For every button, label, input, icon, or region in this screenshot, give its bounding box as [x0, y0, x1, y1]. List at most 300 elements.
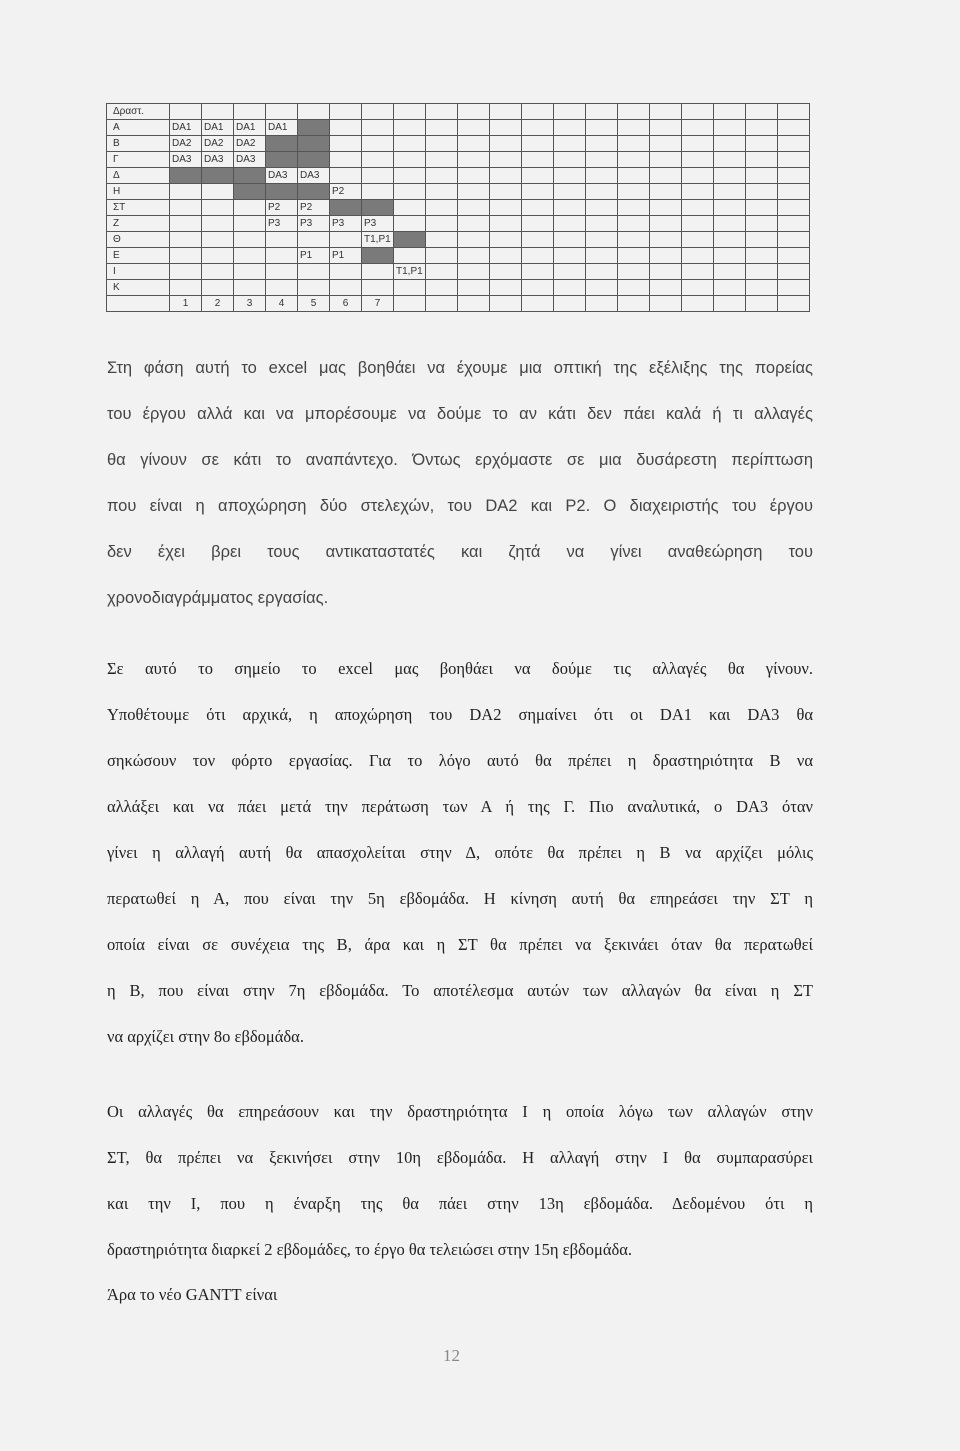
- gantt-row: [107, 280, 810, 296]
- gantt-cell: [714, 104, 746, 120]
- gantt-bar-cell: [266, 136, 298, 152]
- page-number: 12: [443, 1346, 460, 1365]
- gantt-cell: [426, 264, 458, 280]
- gantt-cell: [362, 264, 394, 280]
- gantt-cell: P2: [266, 200, 298, 216]
- gantt-row-label: ΣΤ: [107, 200, 170, 216]
- gantt-cell: [682, 248, 714, 264]
- gantt-cell: [490, 280, 522, 296]
- text-line: του έργου αλλά και να μπορέσουμε να δούμε το αν κάτι δεν πάει καλά ή τι αλλαγές: [107, 405, 813, 423]
- gantt-cell: [586, 232, 618, 248]
- gantt-cell: [234, 216, 266, 232]
- text-line: αλλάξει και να πάει μετά την περάτωση των Α ή της Γ. Πιο αναλυτικά, ο DA3 όταν: [107, 797, 813, 816]
- gantt-cell: [586, 200, 618, 216]
- gantt-cell: [394, 168, 426, 184]
- gantt-cell: P3: [362, 216, 394, 232]
- gantt-header-row: [107, 104, 810, 120]
- gantt-row-label: E: [107, 248, 170, 264]
- gantt-cell: [714, 200, 746, 216]
- gantt-cell: [618, 216, 650, 232]
- gantt-cell: [586, 296, 618, 312]
- gantt-row: [107, 248, 810, 264]
- paragraph-new-gantt: [107, 1272, 813, 1318]
- gantt-bar-cell: [298, 184, 330, 200]
- gantt-row-label: A: [107, 120, 170, 136]
- gantt-cell: [522, 264, 554, 280]
- gantt-cell: [778, 264, 810, 280]
- gantt-chart-table: [106, 103, 810, 312]
- gantt-cell: [778, 184, 810, 200]
- gantt-cell: [554, 152, 586, 168]
- gantt-cell: [778, 296, 810, 312]
- gantt-cell: P3: [298, 216, 330, 232]
- gantt-cell: [266, 248, 298, 264]
- gantt-row: [107, 184, 810, 200]
- gantt-week-number: 6: [330, 296, 362, 312]
- text-line: Στη φάση αυτή το excel μας βοηθάει να έχουμε μια οπτική της εξέλιξης της πορείας: [107, 359, 813, 377]
- gantt-cell: [522, 232, 554, 248]
- text-line: γίνει η αλλαγή αυτή θα απασχολείται στην Δ, οπότε θα πρέπει η Β να αρχίζει μόλις: [107, 843, 813, 862]
- gantt-cell: P1: [330, 248, 362, 264]
- gantt-cell: [458, 104, 490, 120]
- paragraph-effects: [107, 1089, 813, 1273]
- gantt-cell: [266, 104, 298, 120]
- gantt-bar-cell: [202, 168, 234, 184]
- gantt-cell: [458, 120, 490, 136]
- gantt-cell: DA3: [170, 152, 202, 168]
- text-line: σηκώσουν τον φόρτο εργασίας. Για το λόγο αυτό θα πρέπει η δραστηριότητα Β να: [107, 751, 813, 770]
- gantt-cell: [394, 216, 426, 232]
- gantt-cell: [554, 216, 586, 232]
- text-line: και την Ι, που η έναρξη της θα πάει στην 13η εβδομάδα. Δεδομένου ότι η: [107, 1194, 813, 1213]
- gantt-cell: [586, 280, 618, 296]
- gantt-cell: [426, 232, 458, 248]
- gantt-cell: [682, 104, 714, 120]
- gantt-cell: [394, 280, 426, 296]
- gantt-cell: DA2: [202, 136, 234, 152]
- gantt-cell: [394, 184, 426, 200]
- gantt-bar-cell: [266, 184, 298, 200]
- gantt-week-number: 3: [234, 296, 266, 312]
- gantt-cell: [746, 184, 778, 200]
- gantt-bar-cell: [394, 232, 426, 248]
- gantt-cell: [650, 120, 682, 136]
- gantt-cell: [522, 136, 554, 152]
- gantt-cell: [330, 104, 362, 120]
- gantt-cell: [170, 232, 202, 248]
- gantt-cell: [202, 264, 234, 280]
- gantt-cell: [202, 248, 234, 264]
- gantt-cell: [618, 296, 650, 312]
- gantt-cell: [650, 104, 682, 120]
- gantt-cell: [618, 136, 650, 152]
- gantt-cell: [682, 296, 714, 312]
- gantt-cell: [554, 280, 586, 296]
- gantt-cell: [458, 296, 490, 312]
- gantt-row: [107, 120, 810, 136]
- gantt-cell: [714, 184, 746, 200]
- gantt-cell: [234, 264, 266, 280]
- gantt-cell: [682, 184, 714, 200]
- gantt-cell: DA1: [266, 120, 298, 136]
- gantt-cell: [522, 152, 554, 168]
- gantt-cell: DA3: [266, 168, 298, 184]
- gantt-week-number: 7: [362, 296, 394, 312]
- gantt-cell: [170, 280, 202, 296]
- gantt-cell: DA3: [298, 168, 330, 184]
- new-gantt-text: Άρα το νέο GANTT είναι: [107, 1285, 278, 1304]
- text-line: οποία είναι σε συνέχεια της Β, άρα και η ΣΤ θα πρέπει να ξεκινάει όταν θα περατωθεί: [107, 935, 813, 954]
- gantt-bar-cell: [234, 184, 266, 200]
- gantt-week-number: 5: [298, 296, 330, 312]
- gantt-cell: [330, 136, 362, 152]
- gantt-cell: [234, 232, 266, 248]
- gantt-cell: [714, 216, 746, 232]
- gantt-cell: [490, 264, 522, 280]
- gantt-cell: [650, 232, 682, 248]
- gantt-cell: [650, 264, 682, 280]
- text-line: περατωθεί η Α, που είναι την 5η εβδομάδα. Η κίνηση αυτή θα επηρεάσει την ΣΤ η: [107, 889, 813, 908]
- gantt-week-number: 1: [170, 296, 202, 312]
- text-line: δραστηριότητα διαρκεί 2 εβδομάδες, το έργο θα τελειώσει στην 15η εβδομάδα.: [107, 1240, 633, 1259]
- gantt-cell: [490, 152, 522, 168]
- gantt-cell: [682, 168, 714, 184]
- gantt-bar-cell: [298, 136, 330, 152]
- gantt-cell: [426, 104, 458, 120]
- gantt-header-label: Δραστ.: [107, 104, 170, 120]
- gantt-cell: [778, 120, 810, 136]
- gantt-cell: [394, 136, 426, 152]
- gantt-cell: [490, 232, 522, 248]
- gantt-cell: [618, 120, 650, 136]
- gantt-cell: [778, 232, 810, 248]
- gantt-cell: [522, 184, 554, 200]
- gantt-cell: DA2: [234, 136, 266, 152]
- gantt-cell: [426, 152, 458, 168]
- gantt-cell: [554, 200, 586, 216]
- gantt-row: [107, 264, 810, 280]
- gantt-cell: [202, 200, 234, 216]
- gantt-cell: [586, 136, 618, 152]
- gantt-row-label: Δ: [107, 168, 170, 184]
- gantt-cell: [426, 296, 458, 312]
- gantt-cell: [586, 216, 618, 232]
- gantt-week-number: 4: [266, 296, 298, 312]
- gantt-cell: [170, 184, 202, 200]
- gantt-cell: [522, 168, 554, 184]
- gantt-cell: [362, 184, 394, 200]
- paragraph-changes: [107, 646, 813, 1060]
- gantt-cell: [394, 200, 426, 216]
- gantt-cell: [330, 232, 362, 248]
- gantt-cell: [650, 216, 682, 232]
- gantt-cell: [490, 136, 522, 152]
- gantt-cell: [426, 280, 458, 296]
- gantt-cell: [554, 296, 586, 312]
- gantt-cell: [458, 216, 490, 232]
- gantt-cell: T1,P1: [394, 264, 426, 280]
- gantt-cell: DA1: [234, 120, 266, 136]
- gantt-row: [107, 168, 810, 184]
- gantt-cell: T1,P1: [362, 232, 394, 248]
- gantt-cell: [554, 184, 586, 200]
- gantt-bar-cell: [362, 248, 394, 264]
- gantt-cell: [202, 184, 234, 200]
- gantt-cell: [298, 264, 330, 280]
- gantt-cell: [522, 104, 554, 120]
- gantt-cell: [426, 184, 458, 200]
- gantt-cell: P3: [330, 216, 362, 232]
- gantt-cell: [522, 216, 554, 232]
- gantt-cell: [202, 104, 234, 120]
- text-line: Υποθέτουμε ότι αρχικά, η αποχώρηση του DA2 σημαίνει ότι οι DA1 και DA3 θα: [107, 705, 813, 724]
- gantt-cell: [202, 280, 234, 296]
- gantt-row-label: Θ: [107, 232, 170, 248]
- gantt-cell: [746, 136, 778, 152]
- gantt-cell: [778, 168, 810, 184]
- gantt-cell: [362, 152, 394, 168]
- gantt-cell: [618, 152, 650, 168]
- gantt-cell: [458, 232, 490, 248]
- gantt-cell: [554, 168, 586, 184]
- gantt-cell: [234, 248, 266, 264]
- gantt-cell: [426, 216, 458, 232]
- gantt-cell: [714, 120, 746, 136]
- gantt-cell: [586, 168, 618, 184]
- gantt-cell: [746, 168, 778, 184]
- gantt-cell: [426, 200, 458, 216]
- gantt-cell: [618, 280, 650, 296]
- gantt-cell: [682, 120, 714, 136]
- gantt-cell: [522, 200, 554, 216]
- gantt-cell: [234, 104, 266, 120]
- gantt-cell: [266, 280, 298, 296]
- gantt-bar-cell: [170, 168, 202, 184]
- gantt-cell: [778, 104, 810, 120]
- gantt-cell: [682, 152, 714, 168]
- gantt-cell: [682, 264, 714, 280]
- gantt-cell: [682, 136, 714, 152]
- gantt-cell: [618, 248, 650, 264]
- gantt-cell: [458, 248, 490, 264]
- gantt-cell: [426, 120, 458, 136]
- gantt-cell: DA2: [170, 136, 202, 152]
- gantt-cell: [618, 232, 650, 248]
- gantt-cell: [778, 200, 810, 216]
- gantt-row-label: Z: [107, 216, 170, 232]
- gantt-cell: [362, 104, 394, 120]
- gantt-cell: [746, 232, 778, 248]
- gantt-cell: [170, 264, 202, 280]
- gantt-cell: [170, 104, 202, 120]
- gantt-cell: [714, 152, 746, 168]
- gantt-cell: [458, 184, 490, 200]
- gantt-cell: [458, 152, 490, 168]
- gantt-cell: [394, 152, 426, 168]
- gantt-cell: [650, 248, 682, 264]
- gantt-cell: [170, 216, 202, 232]
- gantt-cell: [394, 248, 426, 264]
- gantt-bar-cell: [330, 200, 362, 216]
- gantt-cell: [778, 152, 810, 168]
- gantt-cell: [266, 264, 298, 280]
- gantt-cell: P2: [330, 184, 362, 200]
- gantt-bar-cell: [362, 200, 394, 216]
- gantt-cell: [490, 296, 522, 312]
- gantt-row-label: I: [107, 264, 170, 280]
- gantt-cell: [522, 280, 554, 296]
- gantt-cell: [618, 104, 650, 120]
- gantt-cell: [650, 200, 682, 216]
- gantt-cell: [714, 232, 746, 248]
- gantt-bar-cell: [298, 152, 330, 168]
- text-line: να αρχίζει στην 8ο εβδομάδα.: [107, 1027, 304, 1046]
- gantt-cell: [458, 280, 490, 296]
- gantt-cell: [458, 136, 490, 152]
- gantt-cell: [714, 168, 746, 184]
- gantt-cell: [202, 216, 234, 232]
- gantt-cell: [650, 184, 682, 200]
- gantt-cell: DA1: [202, 120, 234, 136]
- gantt-cell: [682, 216, 714, 232]
- gantt-cell: [746, 152, 778, 168]
- text-line: δεν έχει βρει τους αντικαταστατές και ζητά να γίνει αναθεώρηση του: [107, 543, 813, 561]
- gantt-cell: P1: [298, 248, 330, 264]
- gantt-cell: [490, 248, 522, 264]
- gantt-cell: [490, 104, 522, 120]
- gantt-row-label: K: [107, 280, 170, 296]
- gantt-row: [107, 200, 810, 216]
- gantt-cell: [682, 232, 714, 248]
- gantt-cell: [490, 168, 522, 184]
- gantt-cell: P3: [266, 216, 298, 232]
- gantt-cell: [522, 248, 554, 264]
- gantt-cell: [714, 264, 746, 280]
- gantt-cell: [266, 232, 298, 248]
- gantt-cell: [746, 120, 778, 136]
- gantt-cell: [778, 136, 810, 152]
- gantt-cell: [490, 120, 522, 136]
- gantt-cell: [330, 168, 362, 184]
- gantt-cell: [330, 152, 362, 168]
- gantt-cell: [458, 168, 490, 184]
- gantt-cell: [554, 248, 586, 264]
- text-line: ΣΤ, θα πρέπει να ξεκινήσει στην 10η εβδομάδα. Η αλλαγή στην Ι θα συμπαρασύρει: [107, 1148, 813, 1167]
- gantt-cell: [650, 296, 682, 312]
- text-line: θα γίνουν σε κάτι το αναπάντεχο. Όντως ερχόμαστε σε μια δυσάρεστη περίπτωση: [107, 451, 813, 469]
- gantt-cell: [618, 200, 650, 216]
- gantt-cell: [778, 280, 810, 296]
- gantt-cell: [650, 136, 682, 152]
- gantt-cell: [682, 280, 714, 296]
- gantt-cell: [394, 120, 426, 136]
- gantt-cell: [618, 184, 650, 200]
- gantt-cell: [490, 200, 522, 216]
- gantt-cell: [426, 136, 458, 152]
- gantt-week-row: [107, 296, 810, 312]
- gantt-cell: [682, 200, 714, 216]
- gantt-cell: [586, 120, 618, 136]
- gantt-cell: [490, 184, 522, 200]
- gantt-cell: [330, 120, 362, 136]
- gantt-cell: [746, 296, 778, 312]
- gantt-cell: [522, 120, 554, 136]
- gantt-bar-cell: [298, 120, 330, 136]
- gantt-cell: [586, 152, 618, 168]
- gantt-cell: [554, 120, 586, 136]
- gantt-cell: [618, 264, 650, 280]
- gantt-cell: [714, 248, 746, 264]
- gantt-cell: [298, 280, 330, 296]
- gantt-cell: [170, 248, 202, 264]
- gantt-cell: [746, 248, 778, 264]
- paragraph-intro: [107, 345, 813, 621]
- gantt-cell: [362, 280, 394, 296]
- gantt-cell: [650, 168, 682, 184]
- gantt-row-label: Γ: [107, 152, 170, 168]
- gantt-cell: [746, 264, 778, 280]
- gantt-cell: [746, 216, 778, 232]
- gantt-cell: [554, 232, 586, 248]
- gantt-cell: DA1: [170, 120, 202, 136]
- gantt-cell: [362, 168, 394, 184]
- gantt-cell: [234, 200, 266, 216]
- gantt-cell: [714, 136, 746, 152]
- gantt-cell: [394, 296, 426, 312]
- text-line: χρονοδιαγράμματος εργασίας.: [107, 589, 329, 607]
- gantt-cell: [746, 104, 778, 120]
- gantt-cell: [330, 280, 362, 296]
- gantt-cell: [586, 184, 618, 200]
- gantt-cell: [650, 152, 682, 168]
- gantt-row: [107, 232, 810, 248]
- gantt-cell: [426, 248, 458, 264]
- gantt-bar-cell: [234, 168, 266, 184]
- gantt-week-number: 2: [202, 296, 234, 312]
- gantt-cell: [586, 248, 618, 264]
- gantt-row: [107, 152, 810, 168]
- gantt-cell: DA3: [202, 152, 234, 168]
- gantt-cell: [554, 136, 586, 152]
- gantt-cell: P2: [298, 200, 330, 216]
- gantt-cell: [426, 168, 458, 184]
- text-line: Οι αλλαγές θα επηρεάσουν και την δραστηριότητα Ι η οποία λόγω των αλλαγών στην: [107, 1102, 813, 1121]
- gantt-cell: [618, 168, 650, 184]
- gantt-cell: [554, 264, 586, 280]
- text-line: Σε αυτό το σημείο το excel μας βοηθάει να δούμε τις αλλαγές θα γίνουν.: [107, 659, 813, 678]
- gantt-cell: [746, 280, 778, 296]
- gantt-cell: [202, 232, 234, 248]
- gantt-cell: [362, 120, 394, 136]
- gantt-cell: [458, 264, 490, 280]
- gantt-cell: [714, 280, 746, 296]
- gantt-cell: [522, 296, 554, 312]
- gantt-bar-cell: [266, 152, 298, 168]
- gantt-cell: [107, 296, 170, 312]
- gantt-cell: [586, 104, 618, 120]
- gantt-cell: [298, 104, 330, 120]
- gantt-cell: [298, 232, 330, 248]
- gantt-cell: [746, 200, 778, 216]
- text-line: η Β, που είναι στην 7η εβδομάδα. Το αποτέλεσμα αυτών των αλλαγών θα είναι η ΣΤ: [107, 981, 813, 1000]
- gantt-cell: [330, 264, 362, 280]
- gantt-cell: [778, 216, 810, 232]
- gantt-row: [107, 136, 810, 152]
- gantt-row-label: B: [107, 136, 170, 152]
- gantt-cell: [394, 104, 426, 120]
- gantt-cell: [234, 280, 266, 296]
- gantt-cell: [778, 248, 810, 264]
